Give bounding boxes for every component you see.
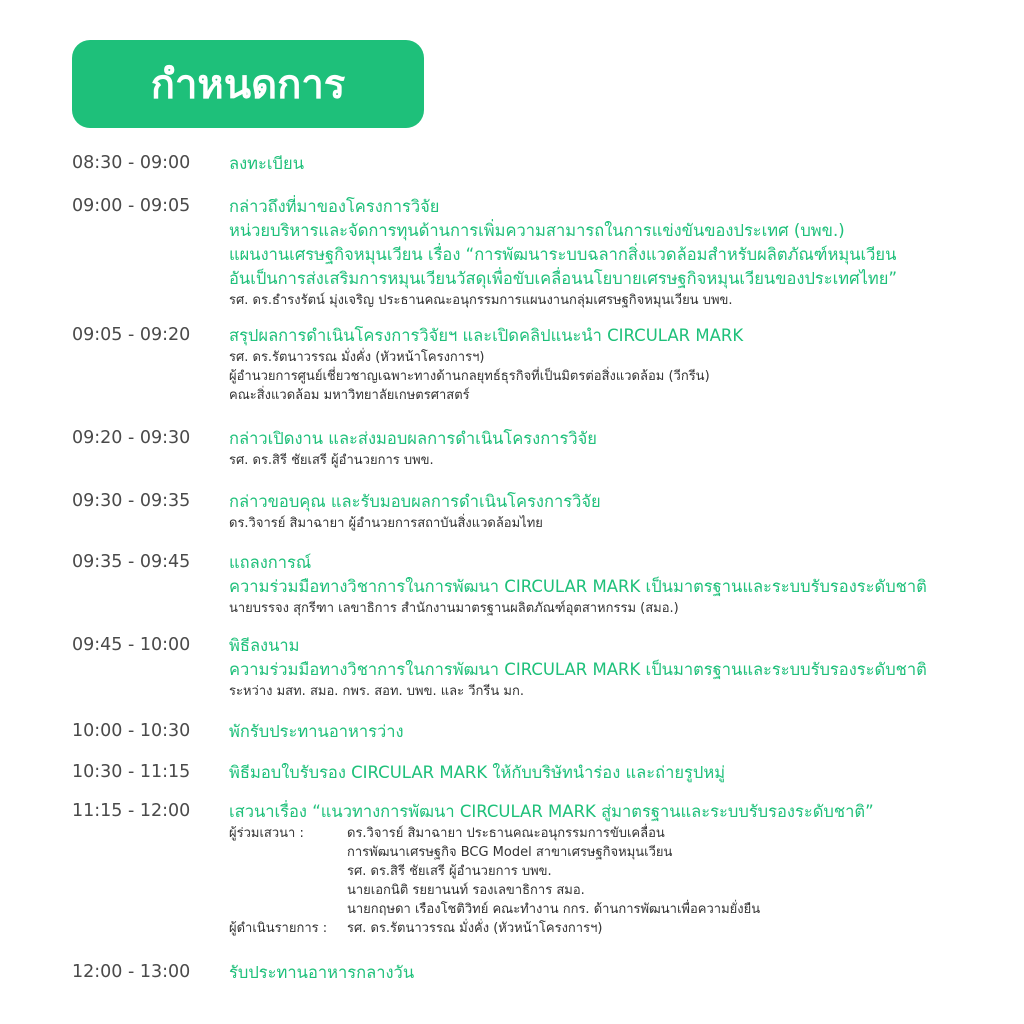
schedule-detail-line: ผู้อำนวยการศูนย์เชี่ยวชาญเฉพาะทางด้านกลยุทธ์ธุรกิจที่เป็นมิตรต่อสิ่งแวดล้อม (วีกรีน) [229, 369, 710, 384]
panel-role-label [229, 843, 347, 862]
schedule-time: 10:00 - 10:30 [72, 721, 191, 741]
panel-line [229, 881, 1009, 900]
panel-member: รศ. ดร.สิรี ชัยเสรี ผู้อำนวยการ บพข. [347, 864, 552, 879]
schedule-time: 09:05 - 09:20 [72, 325, 191, 345]
schedule-content [229, 427, 1009, 470]
schedule-detail-line: รศ. ดร.ธำรงรัตน์ มุ่งเจริญ ประธานคณะอนุกรรมการแผนงานกลุ่มเศรษฐกิจหมุนเวียน บพข. [229, 293, 733, 308]
schedule-title-line: กล่าวเปิดงาน และส่งมอบผลการดำเนินโครงการวิจัย [229, 429, 597, 448]
schedule-content [229, 324, 1009, 405]
panel-member: นายเอกนิติ รยยานนท์ รองเลขาธิการ สมอ. [347, 883, 585, 898]
schedule-detail-line: ดร.วิจารย์ สิมาฉายา ผู้อำนวยการสถาบันสิ่งแวดล้อมไทย [229, 516, 543, 531]
schedule-title-line: อันเป็นการส่งเสริมการหมุนเวียนวัสดุเพื่อขับเคลื่อนนโยบายเศรษฐกิจหมุนเวียนของประเทศไทย” [229, 269, 898, 288]
schedule-title-line: กล่าวถึงที่มาของโครงการวิจัย [229, 197, 440, 216]
panel-line [229, 862, 1009, 881]
header-banner [72, 40, 424, 128]
schedule-title-line: กล่าวขอบคุณ และรับมอบผลการดำเนินโครงการวิจัย [229, 492, 601, 511]
panel-member: การพัฒนาเศรษฐกิจ BCG Model สาขาเศรษฐกิจหมุนเวียน [347, 845, 673, 860]
schedule-title-line: พิธีมอบใบรับรอง CIRCULAR MARK ให้กับบริษัทนำร่อง และถ่ายรูปหมู่ [229, 763, 726, 782]
schedule-content [229, 634, 1009, 701]
schedule-detail-line: นายบรรจง สุกรีฑา เลขาธิการ สำนักงานมาตรฐานผลิตภัณฑ์อุตสาหกรรม (สมอ.) [229, 601, 679, 616]
schedule-content [229, 152, 1009, 176]
schedule-content [229, 800, 1009, 938]
schedule-time: 09:35 - 09:45 [72, 552, 191, 572]
schedule-content [229, 551, 1009, 618]
schedule-time: 09:45 - 10:00 [72, 635, 191, 655]
panel-role-label [229, 862, 347, 881]
page-title: กำหนดการ [150, 62, 346, 108]
panel-member: นายกฤษดา เรืองโชติวิทย์ คณะทำงาน กกร. ด้านการพัฒนาเพื่อความยั่งยืน [347, 902, 761, 917]
schedule-content [229, 490, 1009, 533]
schedule-title-line: สรุปผลการดำเนินโครงการวิจัยฯ และเปิดคลิปแนะนำ CIRCULAR MARK [229, 326, 744, 345]
schedule-title-line: แผนงานเศรษฐกิจหมุนเวียน เรื่อง “การพัฒนาระบบฉลากสิ่งแวดล้อมสำหรับผลิตภัณฑ์หมุนเวียน [229, 245, 897, 264]
schedule-time: 12:00 - 13:00 [72, 962, 191, 982]
panel-role-label [229, 900, 347, 919]
panel-role-label [229, 881, 347, 900]
schedule-title-line: แถลงการณ์ [229, 553, 312, 572]
schedule-detail-line: คณะสิ่งแวดล้อม มหาวิทยาลัยเกษตรศาสตร์ [229, 388, 470, 403]
schedule-time: 09:00 - 09:05 [72, 196, 191, 216]
schedule-detail-line: รศ. ดร.สิรี ชัยเสรี ผู้อำนวยการ บพข. [229, 453, 434, 468]
panel-line [229, 824, 1009, 843]
schedule-content [229, 761, 1009, 785]
schedule-title-line: รับประทานอาหารกลางวัน [229, 963, 415, 982]
schedule-content [229, 195, 1009, 310]
schedule-title-line: พิธีลงนาม [229, 636, 300, 655]
schedule-time: 11:15 - 12:00 [72, 801, 191, 821]
schedule-title-line: ความร่วมมือทางวิชาการในการพัฒนา CIRCULAR MARK เป็นมาตรฐานและระบบรับรองระดับชาติ [229, 577, 927, 596]
schedule-title-line: หน่วยบริหารและจัดการทุนด้านการเพิ่มความสามารถในการแข่งขันของประเทศ (บพข.) [229, 221, 845, 240]
schedule-time: 09:20 - 09:30 [72, 428, 191, 448]
panel-role-label: ผู้ร่วมเสวนา : [229, 826, 304, 841]
schedule-content [229, 720, 1009, 744]
schedule-title-line: ลงทะเบียน [229, 154, 304, 173]
schedule-title-line: ความร่วมมือทางวิชาการในการพัฒนา CIRCULAR MARK เป็นมาตรฐานและระบบรับรองระดับชาติ [229, 660, 927, 679]
schedule-time: 10:30 - 11:15 [72, 762, 191, 782]
schedule-title-line: พักรับประทานอาหารว่าง [229, 722, 404, 741]
panel-line [229, 843, 1009, 862]
schedule-time: 09:30 - 09:35 [72, 491, 191, 511]
panel-line [229, 900, 1009, 919]
panel-member: รศ. ดร.รัตนาวรรณ มั่งคั่ง (หัวหน้าโครงการฯ) [347, 921, 603, 936]
schedule-time: 08:30 - 09:00 [72, 153, 191, 173]
panel-role-label: ผู้ดำเนินรายการ : [229, 921, 328, 936]
schedule-title-line: เสวนาเรื่อง “แนวทางการพัฒนา CIRCULAR MARK สู่มาตรฐานและระบบรับรองระดับชาติ” [229, 802, 874, 821]
panel-member: ดร.วิจารย์ สิมาฉายา ประธานคณะอนุกรรมการขับเคลื่อน [347, 826, 665, 841]
schedule-detail-line: รศ. ดร.รัตนาวรรณ มั่งคั่ง (หัวหน้าโครงการฯ) [229, 350, 485, 365]
panel-line [229, 919, 1009, 938]
schedule-content [229, 961, 1009, 985]
schedule-detail-line: ระหว่าง มสท. สมอ. กพร. สอท. บพข. และ วีกรีน มก. [229, 684, 524, 699]
